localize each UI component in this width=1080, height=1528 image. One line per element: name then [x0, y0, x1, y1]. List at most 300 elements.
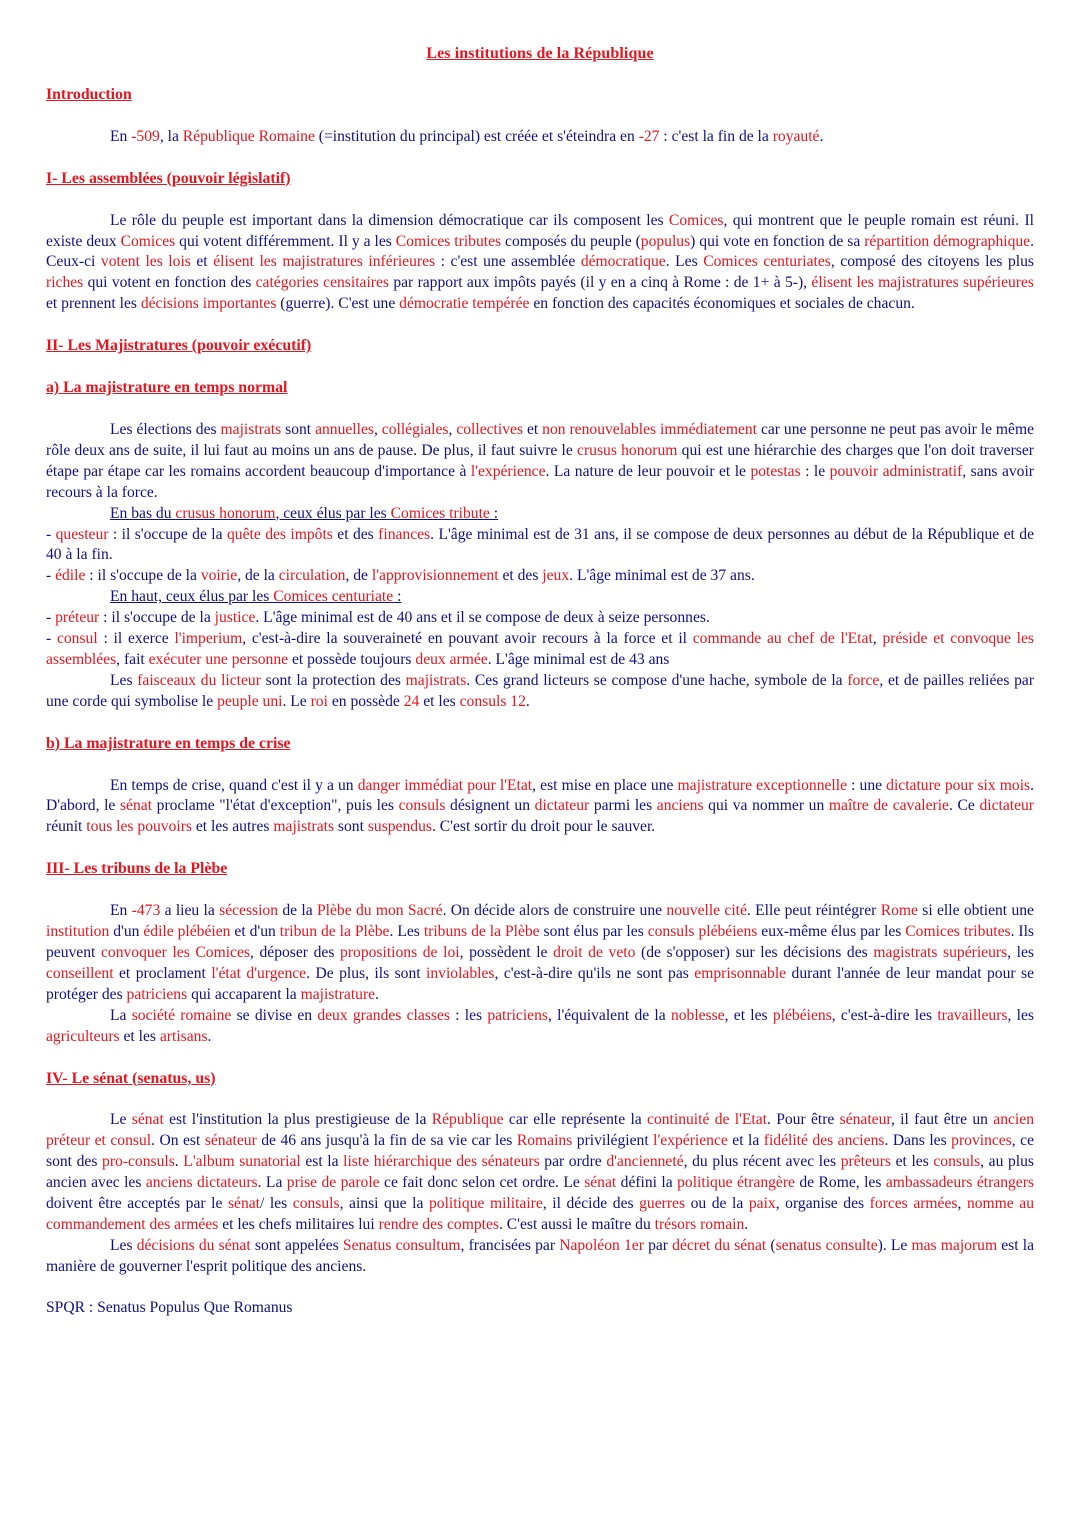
highlighted-term: magistrats supérieurs [873, 944, 1008, 961]
text-run: , les [1007, 944, 1034, 961]
highlighted-term: artisans [159, 1027, 208, 1045]
highlighted-term: propositions de loi [340, 944, 460, 961]
text-run: car elle représente la [503, 1111, 648, 1129]
highlighted-term: consuls [933, 1153, 981, 1171]
highlighted-term: liste hiérarchique des sénateurs [343, 1153, 540, 1171]
text-run: . L'âge minimal est de 31 ans, il se compose de deux personnes au début de la République et de 40 à la fin. [46, 525, 1034, 564]
highlighted-term: forces armées [869, 1195, 958, 1213]
text-run: / les [260, 1195, 293, 1213]
paragraph-faisceaux [46, 671, 1034, 713]
highlighted-term: l'expérience [653, 1132, 728, 1150]
text-run: . Ceux-ci [46, 232, 1035, 271]
text-run: durant l'année de leur mandat pour se protéger des [46, 964, 1035, 1003]
text-run: sont [334, 818, 368, 836]
text-run: . [744, 1215, 749, 1233]
text-run: et les [890, 1153, 934, 1171]
highlighted-term: sénat [227, 1195, 260, 1213]
highlighted-term: emprisonnable [694, 964, 787, 982]
highlighted-term: démocratique [580, 253, 666, 271]
highlighted-term: décisions importantes [140, 295, 277, 313]
text-run: . [174, 1153, 184, 1171]
text-run: Les élections des [110, 420, 221, 438]
highlighted-term: sécession [219, 902, 279, 920]
text-run: . Elle peut réintégrer [746, 902, 881, 920]
text-run: se divise en [231, 1006, 318, 1024]
highlighted-term: élisent les majistratures supérieures [811, 274, 1034, 292]
text-run: : il s'occupe de la [108, 525, 227, 543]
text-run: , fait [116, 650, 149, 668]
text-run: - [46, 630, 57, 648]
text-run: , ainsi que la [339, 1195, 429, 1213]
text-run: . Ces grand licteurs se compose d'une hache, symbole de la [466, 671, 848, 689]
list-item-edile [46, 566, 1034, 587]
text-run: : les [449, 1006, 488, 1024]
text-run: - [46, 525, 56, 543]
highlighted-term: maître de cavalerie [828, 797, 949, 815]
highlighted-term: paix [748, 1195, 776, 1213]
highlighted-term: suspendus [367, 818, 432, 836]
text-run: , ceux élus par les [275, 504, 391, 522]
text-run: . C'est sortir du droit pour le sauver. [431, 818, 656, 836]
paragraph-societe [46, 1006, 1034, 1048]
text-run: par [643, 1236, 673, 1254]
highlighted-term: -473 [131, 902, 161, 920]
heading-assemblees: I- Les assemblées (pouvoir législatif) [46, 169, 291, 187]
text-run: par ordre [539, 1153, 607, 1171]
text-run: . Ils peuvent [46, 923, 1035, 961]
text-run: de la [278, 902, 317, 920]
text-run: En haut, ceux élus par les [110, 588, 274, 606]
highlighted-term: politique étrangère [677, 1174, 795, 1192]
text-run: et les [119, 1027, 160, 1045]
highlighted-term: tous les pouvoirs [86, 818, 192, 836]
text-run: d'un [109, 923, 144, 941]
highlighted-term: trésors romain [654, 1215, 745, 1233]
highlighted-term: patriciens [487, 1006, 548, 1024]
text-run: , il décide des [542, 1195, 640, 1213]
text-run: , sans avoir recours à la force. [46, 462, 1034, 501]
text-run: , possèdent le [459, 944, 554, 961]
highlighted-term: démocratie tempérée [399, 295, 530, 313]
highlighted-term: exécuter une personne [148, 650, 289, 668]
text-run: Les [110, 671, 138, 689]
text-run: et possède toujours [288, 650, 416, 668]
text-run: ). Le [877, 1236, 912, 1254]
highlighted-term: sénat [131, 1111, 164, 1129]
text-run: , la [159, 127, 183, 145]
highlighted-term: justice [214, 609, 256, 627]
highlighted-term: crusus honorum [175, 504, 276, 522]
text-run: , il faut être un [890, 1111, 994, 1129]
text-run: , et de pailles reliées par une corde qui symbolise le [46, 671, 1035, 710]
list-item-questeur [46, 525, 1034, 567]
highlighted-term: 24 [403, 692, 420, 710]
highlighted-term: royauté [772, 127, 820, 145]
text-run: qui votent différemment. Il y a les [175, 232, 396, 250]
text-run: . On est [151, 1132, 205, 1150]
text-run: eux-même élus par les [757, 923, 906, 941]
text-run: si elle obtient une [917, 902, 1034, 920]
text-run: , c'est-à-dire la souveraineté en pouvant avoir recours à la force et il [242, 630, 693, 648]
text-run: , de la [237, 567, 279, 585]
highlighted-term: nouvelle cité [666, 902, 747, 920]
highlighted-term: nomme au commandement des armées [46, 1195, 1035, 1233]
text-run: , au plus ancien avec les [46, 1153, 1034, 1192]
text-run: , l'équivalent de la [547, 1006, 671, 1024]
text-run: est la manière de gouverner l'esprit politique des anciens. [46, 1236, 1035, 1275]
highlighted-term: Comices tributes [905, 923, 1011, 941]
text-run: et les [419, 692, 460, 710]
highlighted-term: non renouvelables immédiatement [542, 420, 758, 438]
highlighted-term: décisions du sénat [136, 1236, 251, 1254]
text-run: et proclament [113, 964, 212, 982]
text-run: . De plus, ils sont [306, 964, 427, 982]
highlighted-term: pro-consuls [102, 1153, 175, 1171]
heading-majistrature-normal: a) La majistrature en temps normal [46, 379, 288, 397]
highlighted-term: pouvoir administratif [829, 462, 963, 480]
highlighted-term: roi [310, 692, 328, 710]
highlighted-term: senatus consulte [775, 1236, 878, 1254]
highlighted-term: patriciens [126, 985, 188, 1003]
text-run: , composé des citoyens les plus [830, 253, 1034, 271]
highlighted-term: dictateur [979, 797, 1034, 815]
highlighted-term: Romains [516, 1132, 573, 1150]
text-run: sont appelées [250, 1236, 343, 1254]
text-run: et les chefs militaires lui [218, 1215, 379, 1233]
paragraph-decisions [46, 1236, 1034, 1278]
highlighted-term: Comices centuriate [273, 588, 394, 606]
text-run: et [190, 253, 214, 271]
highlighted-term: crusus honorum [577, 441, 678, 459]
text-run: en fonction des capacités économiques et sociales de chacun. [529, 295, 915, 313]
text-run: : il s'occupe de la [99, 609, 215, 627]
highlighted-term: force [847, 671, 880, 689]
paragraph-elections [46, 420, 1034, 504]
highlighted-term: conseillent [46, 964, 114, 982]
text-run: - [46, 567, 56, 585]
text-run: : une [847, 776, 887, 794]
highlighted-term: l'état d'urgence [211, 964, 307, 982]
text-run: . La nature de leur pouvoir et le [545, 462, 751, 480]
text-run: composés du peuple ( [501, 232, 641, 250]
highlighted-term: Comices tribute [390, 504, 490, 522]
highlighted-term: édile [55, 567, 86, 585]
highlighted-term: travailleurs [937, 1006, 1008, 1024]
text-run: en possède [327, 692, 404, 710]
highlighted-term: Napoléon 1er [559, 1236, 644, 1254]
text-run: En bas du [110, 504, 176, 522]
highlighted-term: collectives [456, 420, 524, 438]
text-run: est l'institution la plus prestigieuse de la [163, 1111, 432, 1129]
highlighted-term: catégories censitaires [255, 274, 389, 292]
highlighted-term: questeur [55, 525, 109, 543]
highlighted-term: sénateur [204, 1132, 257, 1150]
text-run: a lieu la [160, 902, 220, 920]
text-run: . L'âge minimal est de 37 ans. [569, 567, 755, 585]
text-run: : c'est la fin de la [659, 127, 773, 145]
text-run: . [525, 692, 530, 710]
paragraph-crise [46, 776, 1034, 839]
text-run: , [957, 1195, 967, 1213]
highlighted-term: sénateur [839, 1111, 891, 1129]
highlighted-term: sénat [119, 797, 153, 815]
highlighted-term: riches [46, 274, 84, 292]
highlighted-term: majistrats [220, 420, 282, 438]
text-run: . Dans les [884, 1132, 952, 1150]
highlighted-term: fidélité des anciens [763, 1132, 885, 1150]
highlighted-term: droit de veto [553, 944, 636, 961]
text-run: , [448, 420, 457, 438]
highlighted-term: Senatus consultum [342, 1236, 461, 1254]
text-run: sont la protection des [260, 671, 406, 689]
highlighted-term: quête des impôts [227, 525, 333, 543]
heading-introduction: Introduction [46, 85, 132, 103]
text-run: parmi les [589, 797, 657, 815]
text-run: Le [110, 1111, 132, 1129]
text-run: qui accaparent la [187, 985, 301, 1003]
paragraph-introduction [46, 127, 1034, 148]
text-run: En [110, 902, 132, 920]
paragraph-assemblees [46, 211, 1034, 316]
text-run: et la [727, 1132, 764, 1150]
list-item-preteur [46, 608, 1034, 629]
highlighted-term: prise de parole [286, 1174, 380, 1192]
highlighted-term: danger immédiat pour l'Etat [357, 776, 533, 794]
text-run: . [819, 127, 824, 145]
text-run: réunit [46, 818, 87, 836]
highlighted-term: potestas [750, 462, 801, 480]
highlighted-term: peuple uni [217, 692, 283, 710]
document-page [46, 44, 1034, 1319]
highlighted-term: mas majorum [911, 1236, 998, 1254]
highlighted-term: inviolables [426, 964, 495, 982]
highlighted-term: agriculteurs [46, 1027, 120, 1045]
paragraph-tribuns [46, 901, 1034, 1006]
text-run: qui est une hiérarchie des charges que l'on doit traverser étape par étape car les romains accordent beaucoup d'importance à [46, 441, 1034, 480]
highlighted-term: circulation [278, 567, 346, 585]
text-run: . L'âge minimal est de 40 ans et il se compose de deux à seize personnes. [255, 609, 710, 627]
highlighted-term: élisent les majistratures inférieures [213, 253, 436, 271]
highlighted-term: anciens [656, 797, 704, 815]
highlighted-term: sénat [584, 1174, 617, 1192]
text-run: (=institution du principal) est créée et s'éteindra en [314, 127, 639, 145]
text-run: de Rome, les [794, 1174, 886, 1192]
highlighted-term: Comices [120, 232, 176, 250]
highlighted-term: ambassadeurs étrangers [885, 1174, 1034, 1192]
text-run: , organise des [775, 1195, 870, 1213]
footer-spqr: SPQR : Senatus Populus Que Romanus [46, 1298, 293, 1316]
highlighted-term: guerres [639, 1195, 686, 1213]
text-run: . D'abord, le [46, 776, 1035, 815]
highlighted-term: commande au chef de l'Etat [692, 630, 873, 648]
highlighted-term: populus [640, 232, 691, 250]
highlighted-term: anciens dictateurs [145, 1174, 258, 1192]
text-run: car une personne ne peut pas avoir le même rôle deux ans de suite, il lui faut au moins un ans de pause. De plus, il faut suivre le [46, 420, 1035, 459]
text-run: . [207, 1027, 212, 1045]
text-run: doivent être acceptés par le [46, 1195, 228, 1213]
text-run: - [46, 609, 56, 627]
highlighted-term: dictateur [534, 797, 590, 815]
text-run: . L'âge minimal est de 43 ans [487, 650, 670, 668]
highlighted-term: l'approvisionnement [371, 567, 499, 585]
highlighted-term: préteur [55, 609, 100, 627]
highlighted-term: majistrats [273, 818, 335, 836]
text-run: , c'est-à-dire les [831, 1006, 938, 1024]
highlighted-term: majistrats [405, 671, 467, 689]
text-run: ( [766, 1236, 776, 1254]
text-run: de 46 ans jusqu'à la fin de sa vie car les [256, 1132, 517, 1150]
highlighted-term: d'ancienneté [606, 1153, 684, 1171]
highlighted-term: provinces [951, 1132, 1012, 1150]
text-run: La [110, 1006, 132, 1024]
text-run: Le rôle du peuple est important dans la dimension démocratique car ils composent les [110, 211, 669, 229]
text-run: sont [281, 420, 316, 438]
heading-senat: IV- Le sénat (senatus, us) [46, 1069, 216, 1087]
highlighted-term: faisceaux du licteur [137, 671, 261, 689]
text-run: (de s'opposer) sur les décisions des [635, 944, 874, 961]
text-run: et prennent les [46, 295, 141, 313]
highlighted-term: noblesse [670, 1006, 725, 1024]
text-run: : [393, 588, 402, 606]
text-run: : [489, 504, 499, 522]
heading-majistrature-crise: b) La majistrature en temps de crise [46, 734, 291, 752]
text-run: , déposer des [249, 944, 341, 961]
highlighted-term: L'album sunatorial [183, 1153, 301, 1171]
text-run: , du plus récent avec les [683, 1153, 841, 1171]
highlighted-term: -27 [638, 127, 660, 145]
text-run: est la [300, 1153, 344, 1171]
highlighted-term: société romaine [131, 1006, 232, 1024]
highlighted-term: Comices centuriates [703, 253, 831, 271]
highlighted-term: dictature pour six mois [886, 776, 1031, 794]
highlighted-term: tribuns de la Plèbe [423, 923, 540, 941]
highlighted-term: majistrature [300, 985, 376, 1003]
text-run: et d'un [230, 923, 280, 941]
highlighted-term: plébéiens [772, 1006, 832, 1024]
highlighted-term: préside et convoque les assemblées [46, 630, 1034, 668]
highlighted-term: consuls plébéiens [647, 923, 758, 941]
highlighted-term: rendre des comptes [378, 1215, 499, 1233]
highlighted-term: Plèbe du mon Sacré [316, 902, 443, 920]
subheading-haut-crusus [46, 587, 1034, 608]
text-run: , c'est-à-dire qu'ils ne sont pas [494, 964, 695, 982]
highlighted-term: convoquer les Comices [101, 944, 250, 961]
text-run: : il exerce [97, 630, 175, 648]
text-run: défini la [616, 1174, 678, 1192]
highlighted-term: République Romaine [182, 127, 315, 145]
text-run: et [523, 420, 543, 438]
highlighted-term: Comices tributes [395, 232, 502, 250]
text-run: . Le [282, 692, 311, 710]
text-run: qui votent en fonction des [83, 274, 256, 292]
text-run: : le [800, 462, 830, 480]
text-run: . [375, 985, 379, 1003]
text-run: . On décide alors de construire une [442, 902, 667, 920]
text-run: . Pour être [766, 1111, 840, 1129]
text-run: , de [345, 567, 372, 585]
text-run: Les [110, 1236, 137, 1254]
text-run: (guerre). C'est une [276, 295, 400, 313]
text-run: En [110, 127, 132, 145]
highlighted-term: consuls 12 [459, 692, 526, 710]
text-run: , [872, 630, 883, 648]
text-run: , qui montrent que le peuple romain est réuni. Il existe deux [46, 211, 1034, 250]
text-run: . Les [665, 253, 704, 271]
highlighted-term: République [431, 1111, 504, 1129]
highlighted-term: l'imperium [174, 630, 243, 648]
highlighted-term: prêteurs [840, 1153, 891, 1171]
text-run: sont élus par les [539, 923, 648, 941]
text-run: . Les [389, 923, 424, 941]
highlighted-term: politique militaire [428, 1195, 543, 1213]
text-run: : c'est une assemblée [435, 253, 581, 271]
text-run: , [373, 420, 382, 438]
document-title: Les institutions de la République [426, 45, 654, 62]
text-run: par rapport aux impôts payés (il y en a cinq à Rome : de 1+ à 5-), [388, 274, 812, 292]
highlighted-term: deux grandes classes [317, 1006, 450, 1024]
heading-tribuns: III- Les tribuns de la Plèbe [46, 860, 228, 878]
text-run: qui va nommer un [703, 797, 829, 815]
subheading-bas-crusus [46, 504, 1034, 525]
text-run: , francisées par [460, 1236, 560, 1254]
text-run: , les [1007, 1006, 1034, 1024]
highlighted-term: Rome [880, 902, 918, 920]
text-run: , est mise en place une [532, 776, 678, 794]
text-run: . Ce [948, 797, 980, 815]
highlighted-term: collégiales [381, 420, 449, 438]
highlighted-term: -509 [131, 127, 160, 145]
highlighted-term: l'expérience [470, 462, 546, 480]
text-run: ou de la [685, 1195, 749, 1213]
text-run: ce fait donc selon cet ordre. Le [379, 1174, 585, 1192]
highlighted-term: annuelles [315, 420, 374, 438]
highlighted-term: consuls [292, 1195, 340, 1213]
highlighted-term: consul [56, 630, 98, 648]
highlighted-term: édile plébéien [143, 923, 231, 941]
text-run: , et les [724, 1006, 773, 1024]
text-run: et des [498, 567, 543, 585]
text-run: : il s'occupe de la [85, 567, 201, 585]
heading-majistratures: II- Les Majistratures (pouvoir exécutif) [46, 337, 312, 355]
highlighted-term: ancien préteur et consul [46, 1111, 1034, 1150]
text-run: privilégient [572, 1132, 654, 1150]
text-run: , ce sont des [46, 1132, 1035, 1171]
text-run: ) qui vote en fonction de sa [690, 232, 865, 250]
text-run: désignent un [445, 797, 535, 815]
highlighted-term: voirie [200, 567, 238, 585]
text-run: . La [257, 1174, 287, 1192]
highlighted-term: deux armée [415, 650, 488, 668]
highlighted-term: jeux [542, 567, 570, 585]
highlighted-term: répartition démographique [864, 232, 1031, 250]
highlighted-term: décret du sénat [672, 1236, 767, 1254]
highlighted-term: majistrature exceptionnelle [677, 776, 848, 794]
highlighted-term: votent les lois [100, 253, 191, 271]
highlighted-term: tribun de la Plèbe [279, 923, 390, 941]
highlighted-term: Comices [668, 211, 724, 229]
text-run: et des [332, 525, 379, 543]
text-run: et les autres [191, 818, 274, 836]
highlighted-term: institution [46, 923, 110, 941]
text-run: En temps de crise, quand c'est il y a un [110, 776, 358, 794]
highlighted-term: continuité de l'Etat [647, 1111, 767, 1129]
highlighted-term: finances [378, 525, 431, 543]
list-item-consul [46, 629, 1034, 671]
paragraph-senat [46, 1110, 1034, 1235]
text-run: proclame "l'état d'exception", puis les [152, 797, 399, 815]
highlighted-term: consuls [398, 797, 446, 815]
text-run: . C'est aussi le maître du [498, 1215, 655, 1233]
